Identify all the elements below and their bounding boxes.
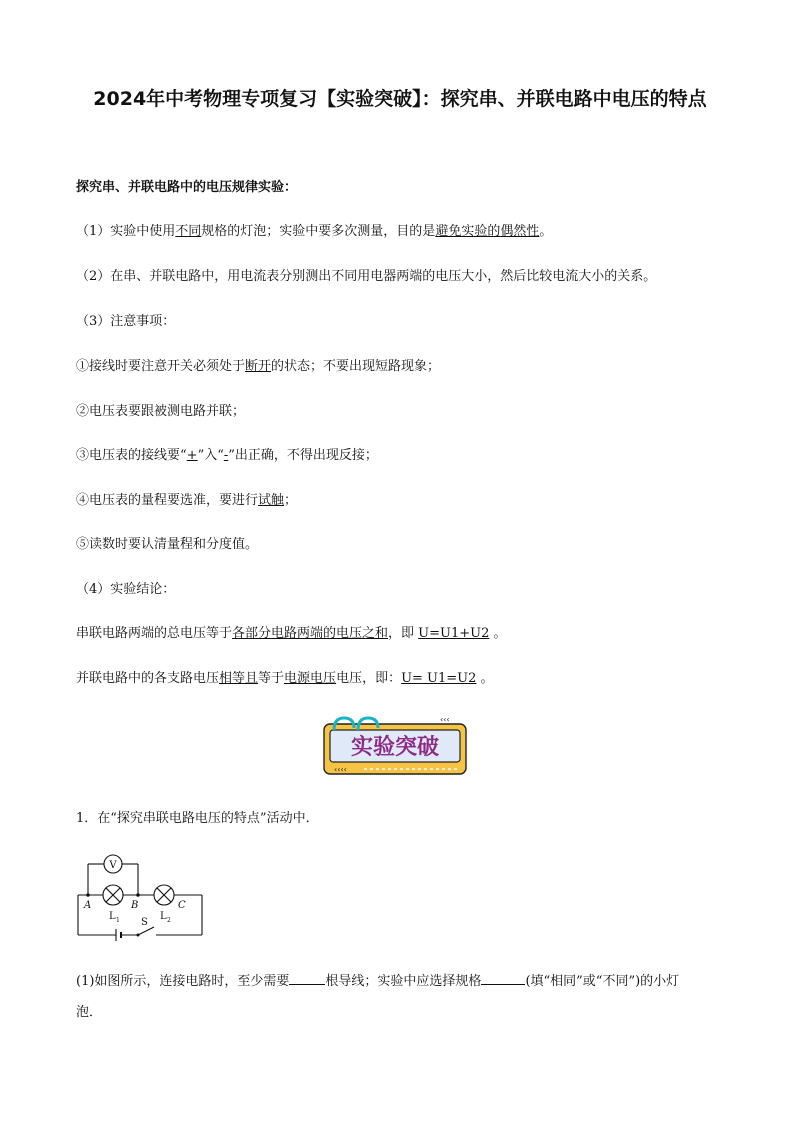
conclusion-parallel-prefix: 并联电路中的各支路电压 <box>76 671 220 686</box>
note-1 <box>76 357 440 377</box>
minus-sign: - <box>223 448 229 463</box>
part-1-text-b: 根导线；实验中应选择规格 <box>325 974 482 989</box>
note-4-answer: 试触 <box>258 493 285 508</box>
item-1-mid: 规格的灯泡；实验中要多次测量，目的是 <box>201 224 436 239</box>
voltmeter-label: V <box>109 860 117 871</box>
conclusion-series-prefix: 串联电路两端的总电压等于 <box>76 626 233 641</box>
series-formula: U=U1+U2 <box>418 626 490 641</box>
conclusion-series <box>76 624 507 644</box>
point-b-label: B <box>131 900 139 911</box>
conclusion-series-answer: 各部分电路两端的电压之和 <box>232 626 389 641</box>
note-4-suffix: ； <box>284 493 298 508</box>
note-3-prefix: ③电压表的接线要“ <box>76 448 187 463</box>
note-1-answer: 断开 <box>245 359 272 374</box>
note-1-suffix: 的状态；不要出现短路现象； <box>271 359 441 374</box>
junction-a <box>86 893 90 897</box>
lamp-l2-subscript: 2 <box>167 917 171 924</box>
question-1-part-1-cont: 泡． <box>76 1005 103 1020</box>
question-1-part-1 <box>76 972 679 992</box>
note-3-suffix: ”出正确，不得出现反接； <box>228 448 378 463</box>
item-3: （3）注意事项： <box>76 314 176 329</box>
circuit-diagram <box>72 850 212 945</box>
item-1-answer-2: 避免实验的偶然性 <box>435 224 540 239</box>
section-heading: 探究串、并联电路中的电压规律实验： <box>76 180 298 195</box>
note-3-mid: ”入“ <box>197 448 224 463</box>
page-title: 2024年中考物理专项复习【实验突破】：探究串、并联电路中电压的特点 <box>93 88 707 110</box>
item-1-answer-1: 不同 <box>175 224 202 239</box>
lamp-l2-label: L <box>160 911 167 922</box>
note-4-prefix: ④电压表的量程要选准，要进行 <box>76 493 259 508</box>
item-1 <box>76 222 552 242</box>
conclusion-parallel <box>76 669 494 689</box>
note-2: ②电压表要跟被测电路并联； <box>76 404 246 419</box>
note-5: ⑤读数时要认清量程和分度值。 <box>76 537 259 552</box>
conclusion-parallel-answer-2: 电源电压 <box>284 671 337 686</box>
switch-label: S <box>141 917 148 928</box>
item-1-prefix: （1）实验中使用 <box>76 224 176 239</box>
switch-pivot <box>137 934 140 937</box>
item-4: （4）实验结论： <box>76 582 176 597</box>
lamp-l1-label: L <box>109 911 116 922</box>
conclusion-parallel-suffix: 。 <box>476 671 494 686</box>
switch-blade <box>138 927 154 935</box>
banner-chevrons-top: ‹‹‹ <box>440 715 450 724</box>
item-1-suffix: 。 <box>539 224 553 239</box>
conclusion-parallel-answer-1: 相等且 <box>219 671 259 686</box>
experiment-banner <box>320 712 470 778</box>
point-c-label: C <box>178 900 186 911</box>
note-3 <box>76 446 378 466</box>
conclusion-series-suffix: 。 <box>489 626 507 641</box>
lamp-l1-subscript: 1 <box>116 917 120 924</box>
point-a-label: A <box>84 900 92 911</box>
answer-blank-wire-count[interactable] <box>289 972 325 985</box>
item-2: （2）在串、并联电路中，用电流表分别测出不同用电器两端的电压大小，然后比较电流大小的关系。 <box>76 269 657 284</box>
answer-blank-spec[interactable] <box>481 972 525 985</box>
part-1-text-c: (填“相同”或“不同”)的小灯 <box>525 974 680 989</box>
note-4 <box>76 491 297 511</box>
question-1-stem: 1．在“探究串联电路电压的特点”活动中． <box>76 811 319 826</box>
banner-text: 实验突破 <box>350 734 440 760</box>
parallel-formula: U= U1=U2 <box>401 671 477 686</box>
plus-sign: + <box>186 448 198 463</box>
conclusion-series-mid: ，即 <box>388 626 419 641</box>
part-1-text-a: (1)如图所示，连接电路时，至少需要 <box>76 974 290 989</box>
conclusion-parallel-mid: 等于 <box>258 671 285 686</box>
note-1-prefix: ①接线时要注意开关必须处于 <box>76 359 246 374</box>
conclusion-parallel-mid-2: 电压，即： <box>336 671 402 686</box>
banner-chevrons-bottom: ‹‹‹‹ <box>334 765 347 774</box>
junction-b <box>136 893 140 897</box>
